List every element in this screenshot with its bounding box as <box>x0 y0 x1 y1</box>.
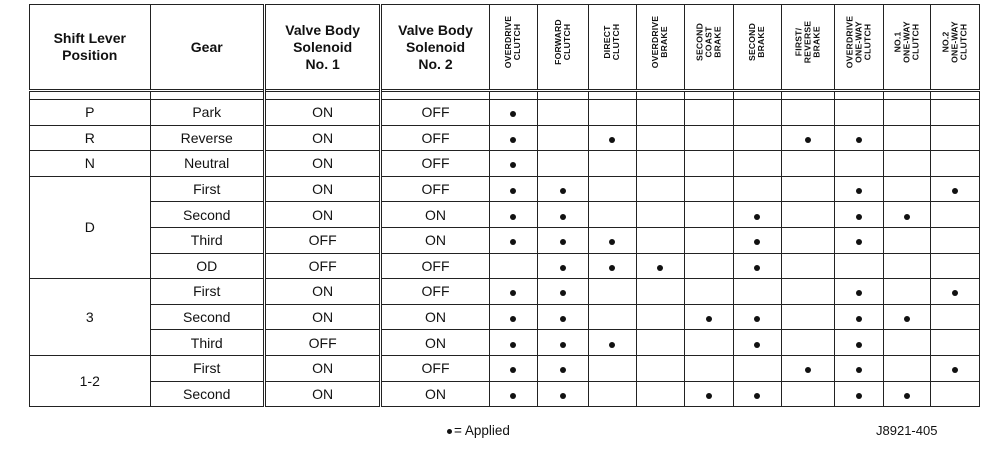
component-cell <box>834 279 883 305</box>
solenoid-2-cell: ON <box>381 381 489 407</box>
component-cell <box>883 279 930 305</box>
applied-dot-icon <box>805 367 811 373</box>
applied-dot-icon <box>609 239 615 245</box>
applied-dot-icon <box>856 316 862 322</box>
solenoid-1-cell: ON <box>264 151 380 177</box>
applied-dot-icon <box>510 214 516 220</box>
applied-dot-icon <box>560 367 566 373</box>
component-cell <box>733 202 781 228</box>
component-cell <box>883 176 930 202</box>
component-cell <box>489 330 537 356</box>
component-cell <box>588 304 636 330</box>
component-cell <box>684 355 733 381</box>
component-cell <box>489 381 537 407</box>
component-cell <box>930 176 979 202</box>
solenoid-2-cell: ON <box>381 330 489 356</box>
header-solenoid-2: Valve Body Solenoid No. 2 <box>381 5 489 91</box>
applied-dot-icon <box>856 290 862 296</box>
applied-dot-icon <box>904 316 910 322</box>
applied-dot-icon <box>706 316 712 322</box>
solenoid-2-cell: OFF <box>381 253 489 279</box>
component-cell <box>781 151 834 177</box>
component-cell <box>636 100 684 126</box>
component-cell <box>636 176 684 202</box>
component-cell <box>733 151 781 177</box>
clutch-application-table <box>29 4 980 407</box>
component-cell <box>883 227 930 253</box>
applied-dot-icon <box>560 316 566 322</box>
component-cell <box>733 253 781 279</box>
gear-cell: Second <box>150 381 264 407</box>
component-cell <box>684 176 733 202</box>
applied-dot-icon <box>706 393 712 399</box>
applied-dot-icon <box>952 188 958 194</box>
table-row <box>30 100 980 126</box>
component-cell <box>489 176 537 202</box>
shift-lever-position-cell: P <box>30 100 151 126</box>
table-row <box>30 125 980 151</box>
gear-cell: First <box>150 355 264 381</box>
component-cell <box>733 381 781 407</box>
component-cell <box>883 304 930 330</box>
component-cell <box>883 330 930 356</box>
shift-lever-position-cell: 1-2 <box>30 355 151 406</box>
component-cell <box>588 330 636 356</box>
solenoid-2-cell: ON <box>381 202 489 228</box>
applied-dot-icon <box>856 188 862 194</box>
component-cell <box>781 279 834 305</box>
component-cell <box>489 279 537 305</box>
gear-cell: Reverse <box>150 125 264 151</box>
component-cell <box>588 125 636 151</box>
table-body <box>30 91 980 407</box>
component-cell <box>684 253 733 279</box>
solenoid-2-cell: OFF <box>381 279 489 305</box>
component-cell <box>489 304 537 330</box>
component-cell <box>489 151 537 177</box>
component-cell <box>588 100 636 126</box>
component-cell <box>781 125 834 151</box>
solenoid-1-cell: ON <box>264 279 380 305</box>
component-cell <box>489 202 537 228</box>
component-cell <box>537 100 588 126</box>
solenoid-2-cell: OFF <box>381 355 489 381</box>
gear-cell: Third <box>150 227 264 253</box>
applied-dot-icon <box>754 239 760 245</box>
component-cell <box>930 304 979 330</box>
component-cell <box>883 355 930 381</box>
spacer-row <box>30 91 980 100</box>
header-first-reverse-brake: FIRST/ REVERSE BRAKE <box>781 5 834 91</box>
component-cell <box>636 151 684 177</box>
component-cell <box>883 125 930 151</box>
applied-dot-icon <box>754 316 760 322</box>
header-gear: Gear <box>150 5 264 91</box>
table-row <box>30 279 980 305</box>
applied-dot-icon <box>510 367 516 373</box>
applied-dot-icon <box>952 290 958 296</box>
table-row <box>30 330 980 356</box>
applied-dot-icon <box>560 239 566 245</box>
component-cell <box>930 355 979 381</box>
component-cell <box>834 151 883 177</box>
component-cell <box>588 176 636 202</box>
applied-dot-icon <box>904 393 910 399</box>
legend-text: = Applied <box>454 423 510 438</box>
solenoid-1-cell: OFF <box>264 330 380 356</box>
applied-dot-icon <box>447 429 452 434</box>
header-direct-clutch: DIRECT CLUTCH <box>588 5 636 91</box>
applied-dot-icon <box>510 316 516 322</box>
applied-dot-icon <box>560 214 566 220</box>
component-cell <box>930 151 979 177</box>
component-cell <box>537 253 588 279</box>
table-row <box>30 227 980 253</box>
applied-dot-icon <box>510 342 516 348</box>
header-second-coast-brake: SECOND COAST BRAKE <box>684 5 733 91</box>
solenoid-2-cell: OFF <box>381 125 489 151</box>
legend <box>447 423 510 438</box>
applied-dot-icon <box>754 265 760 271</box>
component-cell <box>733 355 781 381</box>
component-cell <box>781 381 834 407</box>
component-cell <box>883 253 930 279</box>
header-no1-one-way-clutch: NO.1 ONE-WAY CLUTCH <box>883 5 930 91</box>
table-row <box>30 381 980 407</box>
solenoid-2-cell: OFF <box>381 176 489 202</box>
shift-chart <box>29 4 980 407</box>
component-cell <box>684 125 733 151</box>
applied-dot-icon <box>657 265 663 271</box>
solenoid-1-cell: ON <box>264 125 380 151</box>
header-forward-clutch: FORWARD CLUTCH <box>537 5 588 91</box>
header-second-brake: SECOND BRAKE <box>733 5 781 91</box>
component-cell <box>684 151 733 177</box>
applied-dot-icon <box>510 290 516 296</box>
component-cell <box>834 227 883 253</box>
component-cell <box>636 125 684 151</box>
gear-cell: First <box>150 279 264 305</box>
applied-dot-icon <box>904 214 910 220</box>
component-cell <box>883 100 930 126</box>
component-cell <box>834 100 883 126</box>
header-overdrive-clutch: OVERDRIVE CLUTCH <box>489 5 537 91</box>
applied-dot-icon <box>952 367 958 373</box>
applied-dot-icon <box>609 342 615 348</box>
applied-dot-icon <box>856 214 862 220</box>
component-cell <box>781 176 834 202</box>
component-cell <box>588 227 636 253</box>
component-cell <box>537 330 588 356</box>
component-cell <box>883 151 930 177</box>
component-cell <box>781 253 834 279</box>
component-cell <box>930 381 979 407</box>
component-cell <box>489 100 537 126</box>
component-cell <box>781 330 834 356</box>
applied-dot-icon <box>510 239 516 245</box>
solenoid-1-cell: ON <box>264 100 380 126</box>
applied-dot-icon <box>609 137 615 143</box>
component-cell <box>834 253 883 279</box>
component-cell <box>834 330 883 356</box>
component-cell <box>588 253 636 279</box>
solenoid-2-cell: OFF <box>381 151 489 177</box>
solenoid-1-cell: ON <box>264 176 380 202</box>
component-cell <box>636 330 684 356</box>
component-cell <box>537 355 588 381</box>
table-row <box>30 151 980 177</box>
applied-dot-icon <box>510 111 516 117</box>
component-cell <box>733 304 781 330</box>
component-cell <box>684 304 733 330</box>
component-cell <box>781 202 834 228</box>
component-cell <box>636 202 684 228</box>
component-cell <box>636 279 684 305</box>
applied-dot-icon <box>560 290 566 296</box>
component-cell <box>537 304 588 330</box>
component-cell <box>733 100 781 126</box>
component-cell <box>733 227 781 253</box>
applied-dot-icon <box>510 188 516 194</box>
component-cell <box>684 330 733 356</box>
component-cell <box>588 355 636 381</box>
component-cell <box>537 202 588 228</box>
component-cell <box>537 381 588 407</box>
component-cell <box>781 227 834 253</box>
table-row <box>30 304 980 330</box>
applied-dot-icon <box>510 162 516 168</box>
solenoid-1-cell: ON <box>264 202 380 228</box>
shift-lever-position-cell: N <box>30 151 151 177</box>
gear-cell: Second <box>150 202 264 228</box>
component-cell <box>733 125 781 151</box>
applied-dot-icon <box>609 265 615 271</box>
component-cell <box>781 304 834 330</box>
component-cell <box>684 202 733 228</box>
component-cell <box>733 176 781 202</box>
component-cell <box>930 253 979 279</box>
component-cell <box>588 202 636 228</box>
header-shift-lever-position: Shift Lever Position <box>30 5 151 91</box>
component-cell <box>636 253 684 279</box>
table-row <box>30 176 980 202</box>
header-row <box>30 5 980 91</box>
component-cell <box>588 151 636 177</box>
component-cell <box>834 304 883 330</box>
solenoid-1-cell: OFF <box>264 227 380 253</box>
applied-dot-icon <box>560 342 566 348</box>
component-cell <box>684 227 733 253</box>
gear-cell: Second <box>150 304 264 330</box>
component-cell <box>781 355 834 381</box>
component-cell <box>834 202 883 228</box>
component-cell <box>489 227 537 253</box>
component-cell <box>930 125 979 151</box>
applied-dot-icon <box>754 214 760 220</box>
component-cell <box>489 253 537 279</box>
applied-dot-icon <box>560 393 566 399</box>
applied-dot-icon <box>754 342 760 348</box>
header-overdrive-brake: OVERDRIVE BRAKE <box>636 5 684 91</box>
component-cell <box>636 304 684 330</box>
component-cell <box>489 125 537 151</box>
component-cell <box>834 355 883 381</box>
solenoid-2-cell: ON <box>381 304 489 330</box>
component-cell <box>930 202 979 228</box>
gear-cell: Third <box>150 330 264 356</box>
component-cell <box>883 202 930 228</box>
solenoid-1-cell: OFF <box>264 253 380 279</box>
table-row <box>30 202 980 228</box>
gear-cell: OD <box>150 253 264 279</box>
figure-id: J8921-405 <box>876 423 938 438</box>
component-cell <box>930 279 979 305</box>
solenoid-2-cell: OFF <box>381 100 489 126</box>
header-no2-one-way-clutch: NO.2 ONE-WAY CLUTCH <box>930 5 979 91</box>
component-cell <box>489 355 537 381</box>
applied-dot-icon <box>856 367 862 373</box>
applied-dot-icon <box>805 137 811 143</box>
component-cell <box>588 279 636 305</box>
component-cell <box>733 330 781 356</box>
applied-dot-icon <box>510 137 516 143</box>
applied-dot-icon <box>856 239 862 245</box>
gear-cell: First <box>150 176 264 202</box>
header-solenoid-1: Valve Body Solenoid No. 1 <box>264 5 380 91</box>
component-cell <box>733 279 781 305</box>
component-cell <box>537 176 588 202</box>
component-cell <box>636 381 684 407</box>
component-cell <box>636 355 684 381</box>
component-cell <box>588 381 636 407</box>
component-cell <box>781 100 834 126</box>
gear-cell: Park <box>150 100 264 126</box>
component-cell <box>930 100 979 126</box>
table-row <box>30 355 980 381</box>
header-overdrive-one-way-clutch: OVERDRIVE ONE-WAY CLUTCH <box>834 5 883 91</box>
solenoid-2-cell: ON <box>381 227 489 253</box>
component-cell <box>537 151 588 177</box>
shift-lever-position-cell: D <box>30 176 151 278</box>
shift-lever-position-cell: 3 <box>30 279 151 356</box>
solenoid-1-cell: ON <box>264 381 380 407</box>
component-cell <box>834 381 883 407</box>
component-cell <box>537 227 588 253</box>
component-cell <box>834 176 883 202</box>
applied-dot-icon <box>560 265 566 271</box>
solenoid-1-cell: ON <box>264 355 380 381</box>
component-cell <box>684 279 733 305</box>
applied-dot-icon <box>856 342 862 348</box>
gear-cell: Neutral <box>150 151 264 177</box>
component-cell <box>930 227 979 253</box>
component-cell <box>930 330 979 356</box>
component-cell <box>834 125 883 151</box>
shift-lever-position-cell: R <box>30 125 151 151</box>
solenoid-1-cell: ON <box>264 304 380 330</box>
applied-dot-icon <box>560 188 566 194</box>
component-cell <box>883 381 930 407</box>
component-cell <box>684 100 733 126</box>
component-cell <box>537 125 588 151</box>
component-cell <box>636 227 684 253</box>
applied-dot-icon <box>856 137 862 143</box>
applied-dot-icon <box>510 393 516 399</box>
applied-dot-icon <box>754 393 760 399</box>
component-cell <box>537 279 588 305</box>
applied-dot-icon <box>856 393 862 399</box>
component-cell <box>684 381 733 407</box>
table-row <box>30 253 980 279</box>
